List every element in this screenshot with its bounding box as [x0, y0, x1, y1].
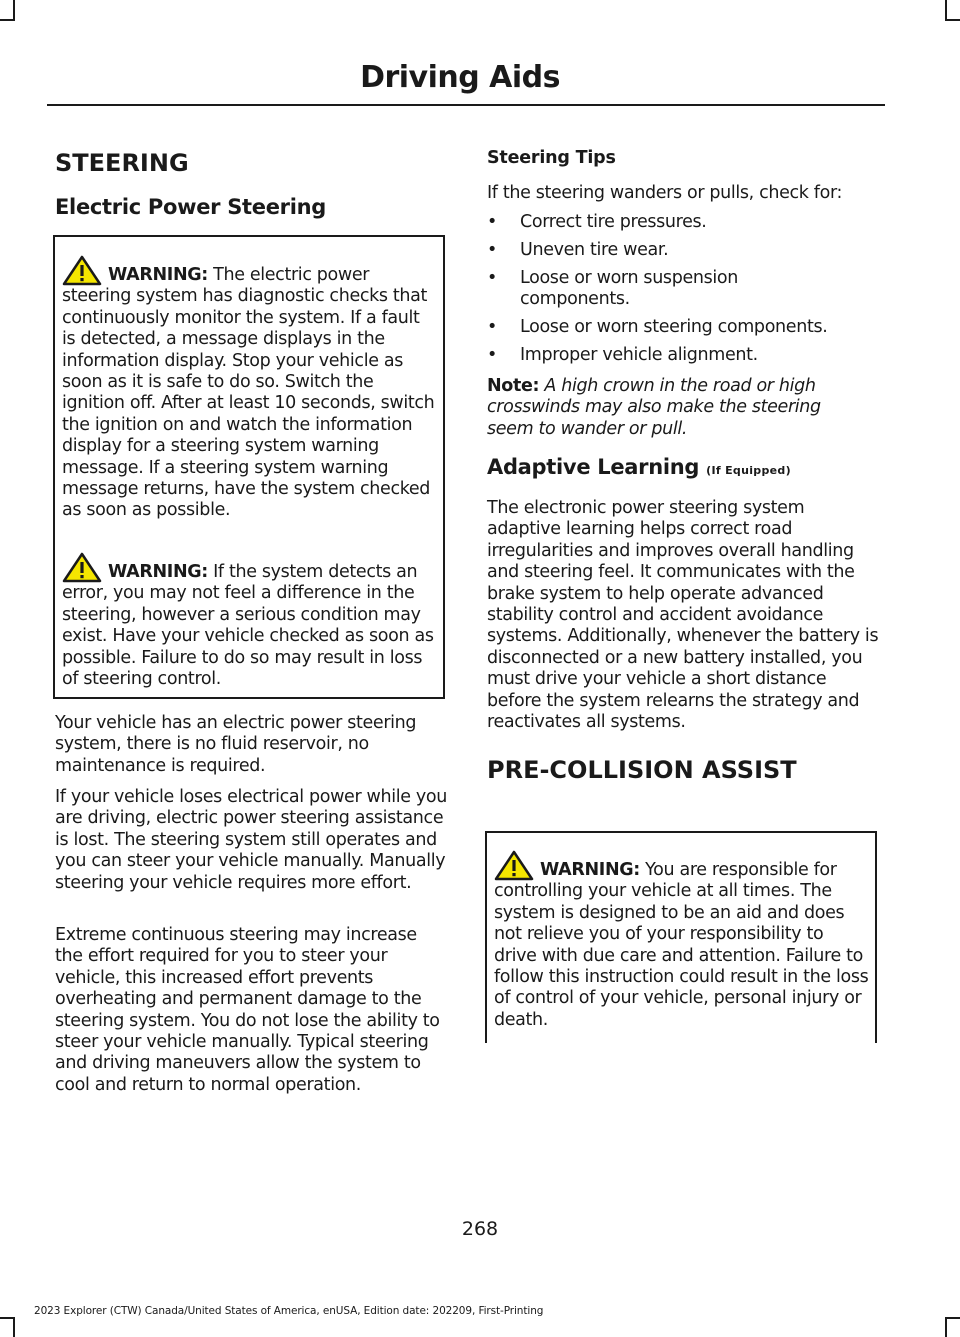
crop-mark	[13, 0, 15, 20]
warning-triangle-icon	[62, 552, 102, 583]
warning-text: If the system detects an error, you may not feel a difference in the steering, however a serious condition may exist. Have your vehicle checked as soon as possible. Failure to do so may result in loss of steering control.	[62, 562, 434, 690]
if-equipped-qualifier: (If Equipped)	[706, 464, 791, 477]
paragraph: Extreme continuous steering may increase the effort required for you to steer your vehicle, this increased effort prevents overheating and permanent damage to the steering system. You do not lose the ability to steer your vehicle manually. Typical steering and driving maneuvers allow the system to cool and return to normal operation.	[55, 925, 440, 1095]
warning-paragraph	[494, 850, 870, 1031]
list-item	[487, 345, 880, 366]
header-rule	[47, 104, 885, 106]
crop-mark	[13, 1317, 15, 1337]
warning-label: WARNING:	[540, 860, 640, 880]
list-item-text: Loose or worn steering components.	[520, 317, 828, 337]
list-item-text: Improper vehicle alignment.	[520, 345, 758, 365]
list-item-text: Loose or worn suspension components.	[520, 268, 738, 310]
warning-triangle-icon	[494, 850, 534, 881]
paragraph: Your vehicle has an electric power steering system, there is no fluid reservoir, no maintenance is required.	[55, 713, 417, 776]
note-text: A high crown in the road or high crosswinds may also make the steering seem to wander or pull.	[487, 376, 821, 439]
bullet-symbol: •	[487, 317, 497, 337]
warning-triangle-icon	[62, 255, 102, 286]
list-item	[487, 240, 880, 261]
warning-text: The electric power steering system has diagnostic checks that continuously monitor the system. If a fault is detected, a message displays in the information display. Stop your vehicle as soon as it is safe to do so. Switch the ignition off. After at least 10 seconds, switch the ignition on and watch the information display for a steering system warning message. If a steering system warning message returns, have the system checked as soon as possible.	[62, 265, 435, 521]
warning-label: WARNING:	[108, 265, 208, 285]
paragraph: The electronic power steering system adaptive learning helps correct road irregularities and improves overall handling and steering feel. It communicates with the brake system to help operate advanced stability control and accident avoidance systems. Additionally, whenever the battery is disconnected or a new battery installed, you must drive your vehicle a short distance before the system relearns the strategy and reactivates all systems.	[487, 498, 879, 733]
list-item-text: Correct tire pressures.	[520, 212, 707, 232]
list-item-text: Uneven tire wear.	[520, 240, 669, 260]
crop-mark	[945, 19, 960, 21]
section-heading-pre-collision-assist: PRE-COLLISION ASSIST	[487, 756, 797, 784]
warning-text: You are responsible for controlling your vehicle at all times. The system is designed to be an aid and does not relieve you of your responsibility to drive with due care and attention. Failure to follow this instruction could result in the loss of control of your vehicle, personal injury or death.	[494, 860, 869, 1030]
warning-paragraph	[62, 255, 438, 522]
note-paragraph	[487, 376, 857, 440]
bullet-symbol: •	[487, 345, 497, 365]
warning-paragraph	[62, 552, 438, 690]
note-label: Note:	[487, 376, 540, 396]
page-title: Driving Aids	[360, 60, 560, 95]
heading-text: Adaptive Learning	[487, 455, 700, 479]
page-number: 268	[461, 1218, 499, 1240]
bullet-symbol: •	[487, 240, 497, 260]
edition-footer: 2023 Explorer (CTW) Canada/United States of America, enUSA, Edition date: 202209, First-Printing	[34, 1305, 544, 1317]
section-heading-steering: STEERING	[55, 149, 189, 177]
subheading-steering-tips: Steering Tips	[487, 148, 616, 168]
crop-mark	[945, 1317, 960, 1319]
paragraph: If your vehicle loses electrical power while you are driving, electric power steering assistance is lost. The steering system still operates and you can steer your vehicle manually. Manually steering your vehicle requires more effort.	[55, 787, 447, 893]
crop-mark	[0, 19, 15, 21]
crop-mark	[945, 1317, 947, 1337]
paragraph: If the steering wanders or pulls, check for:	[487, 183, 843, 203]
subheading-adaptive-learning	[487, 455, 791, 479]
crop-mark	[945, 0, 947, 20]
bullet-symbol: •	[487, 268, 497, 288]
bullet-symbol: •	[487, 212, 497, 232]
warning-label: WARNING:	[108, 562, 208, 582]
list-item	[487, 317, 880, 338]
list-item	[487, 268, 880, 311]
list-item	[487, 212, 880, 233]
crop-mark	[0, 1317, 15, 1319]
subheading-electric-power-steering: Electric Power Steering	[55, 195, 327, 219]
